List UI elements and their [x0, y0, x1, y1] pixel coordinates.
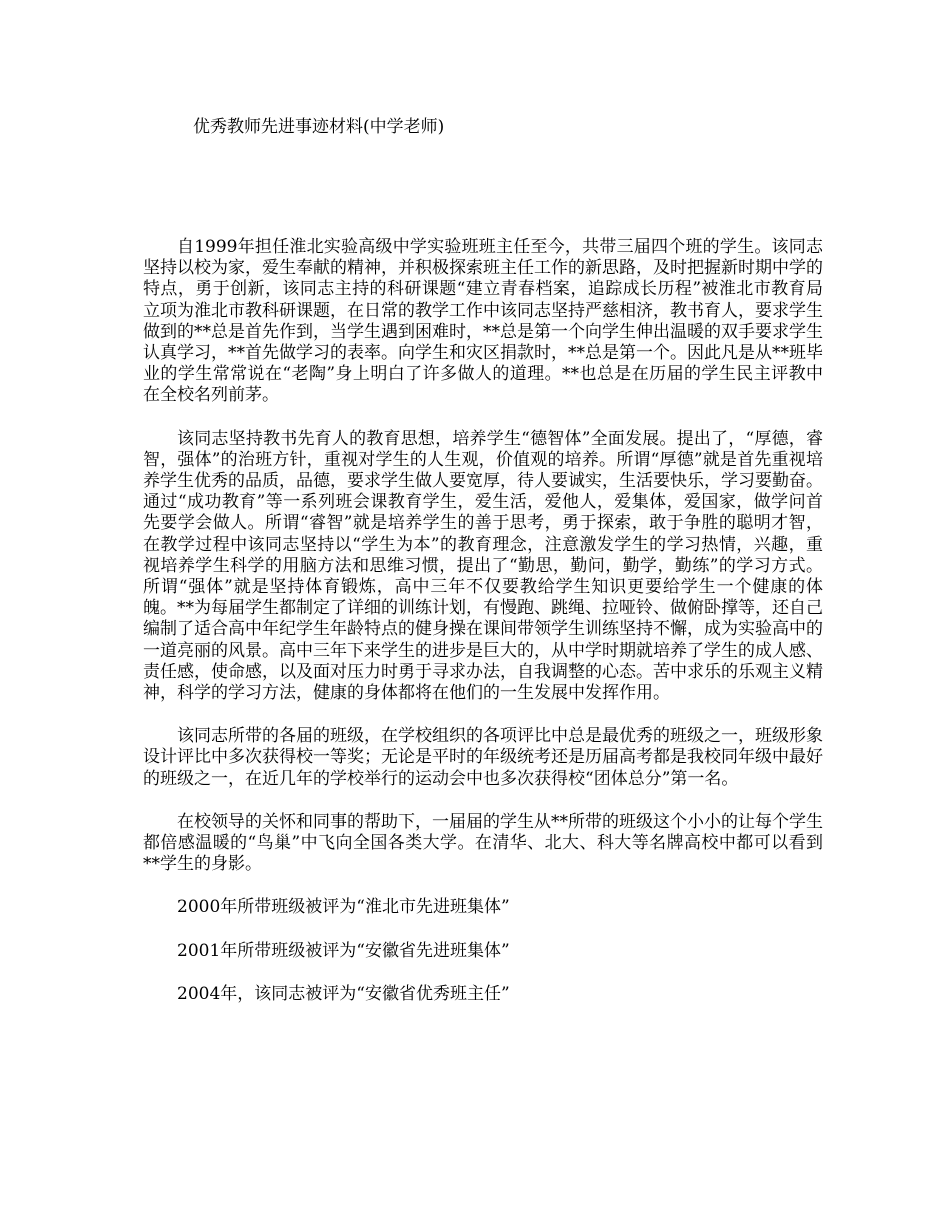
honor-item-2004: 2004年，该同志被评为“安徽省优秀班主任”	[177, 983, 510, 1004]
paragraph-4: 在校领导的关怀和同事的帮助下，一届届的学生从**所带的班级这个小小的让每个学生都倍感温暖的“鸟巢”中飞向全国各类大学。在清华、北大、科大等名牌高校中都可以看到**学生的身影。	[143, 811, 823, 875]
honor-item-2001: 2001年所带班级被评为“安徽省先进班集体”	[177, 940, 510, 961]
document-title: 优秀教师先进事迹材料(中学老师)	[193, 117, 445, 137]
paragraph-2: 该同志坚持教书先育人的教育思想，培养学生“德智体”全面发展。提出了，“厚德，睿智，强体”的治班方针，重视对学生的人生观，价值观的培养。所谓“厚德”就是首先重视培养学生优秀的品质，品德，要求学生做人要宽厚，待人要诚实，生活要快乐，学习要勤奋。通过“成功教育”等一系列班会课教育学生，爱生活，爱他人，爱集体，爱国家，做学问首先要学会做人。所谓“睿智”就是培养学生的善于思考，勇于探索，敢于争胜的聪明才智，在教学过程中该同志坚持以“学生为本”的教育理念，注意激发学生的学习热情，兴趣，重视培养学生科学的用脑方法和思维习惯，提出了“勤思，勤问，勤学，勤练”的学习方式。所谓“强体”就是坚持体育锻炼，高中三年不仅要教给学生知识更要给学生一个健康的体魄。**为每届学生都制定了详细的训练计划，有慢跑、跳绳、拉哑铃、做俯卧撑等，还自己编制了适合高中年纪学生年龄特点的健身操在课间带领学生训练坚持不懈，成为实验高中的一道亮丽的风景。高中三年下来学生的进步是巨大的，从中学时期就培养了学生的成人感、责任感，使命感，以及面对压力时勇于寻求办法，自我调整的心态。苦中求乐的乐观主义精神，科学的学习方法，健康的身体都将在他们的一生发展中发挥作用。	[143, 428, 823, 704]
paragraph-3: 该同志所带的各届的班级，在学校组织的各项评比中总是最优秀的班级之一，班级形象设计评比中多次获得校一等奖；无论是平时的年级统考还是历届高考都是我校同年级中最好的班级之一，在近几年的学校举行的运动会中也多次获得校“团体总分”第一名。	[143, 726, 823, 789]
document-body	[143, 237, 823, 1027]
paragraph-1: 自1999年担任淮北实验高级中学实验班班主任至今，共带三届四个班的学生。该同志坚持以校为家，爱生奉献的精神，并积极探索班主任工作的新思路，及时把握新时期中学的特点，勇于创新，该同志主持的科研课题“建立青春档案，追踪成长历程”被淮北市教育局立项为淮北市教科研课题，在日常的教学工作中该同志坚持严慈相济，教书育人，要求学生做到的**总是首先作到，当学生遇到困难时，**总是第一个向学生伸出温暖的双手要求学生认真学习，**首先做学习的表率。向学生和灾区捐款时，**总是第一个。因此凡是从**班毕业的学生常常说在“老陶”身上明白了许多做人的道理。**也总是在历届的学生民主评教中在全校名列前茅。	[143, 237, 823, 406]
honor-item-2000: 2000年所带班级被评为“淮北市先进班集体”	[177, 897, 510, 918]
